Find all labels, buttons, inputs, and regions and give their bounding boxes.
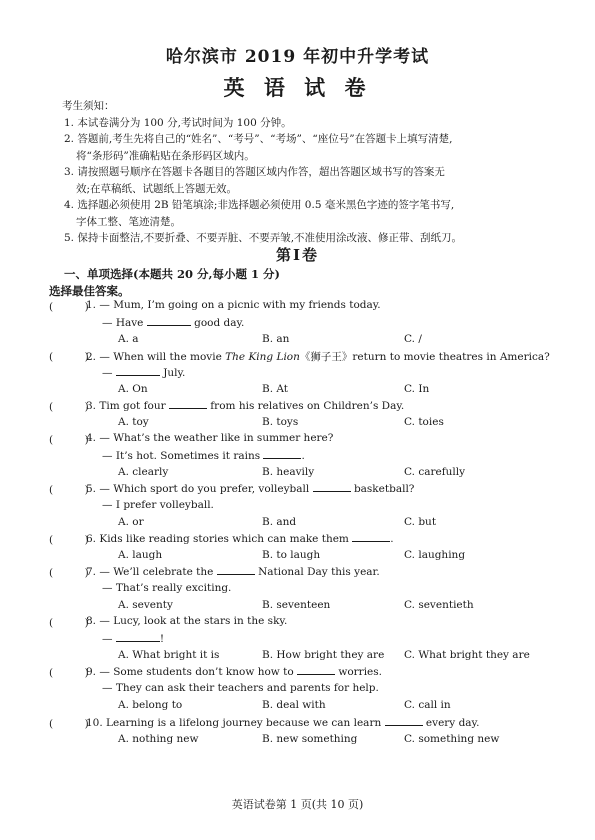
question-line2: — July.: [102, 367, 186, 379]
option-a: A. nothing new: [118, 733, 199, 745]
option-c: C. toies: [404, 416, 444, 428]
notice-item: 4. 选择题必须使用 2B 铅笔填涂;非选择题必须使用 0.5 毫米黑色字迹的签字笔书写,: [64, 199, 455, 211]
question-stem: 4. — What’s the weather like in summer here?: [86, 432, 334, 444]
part-title: 一、单项选择(本题共 20 分,每小题 1 分): [64, 267, 280, 281]
exam-subtitle: 英 语 试 卷: [223, 75, 372, 100]
option-b: B. deal with: [262, 699, 326, 711]
answer-blank: [116, 366, 160, 376]
option-b: B. toys: [262, 416, 299, 428]
notice-item-cont: 字体工整、笔迹清楚。: [76, 215, 181, 228]
answer-paren[interactable]: ( ): [49, 484, 89, 496]
answer-blank: [116, 632, 160, 642]
exam-title: 哈尔滨市 2019 年初中升学考试: [165, 47, 430, 67]
question-stem: 5. — Which sport do you prefer, volleyball basketball?: [86, 483, 415, 495]
question-stem: 2. — When will the movie The King Lion《狮子王》return to movie theatres in America?: [86, 351, 550, 363]
option-c: C. carefully: [404, 466, 466, 478]
option-c: C. something new: [404, 733, 500, 745]
option-a: A. What bright it is: [118, 649, 220, 661]
answer-paren[interactable]: ( ): [49, 351, 89, 363]
question-stem: 1. — Mum, I’m going on a picnic with my friends today.: [86, 299, 381, 311]
answer-paren[interactable]: ( ): [49, 567, 89, 579]
question-stem: 7. — We’ll celebrate the National Day this year.: [86, 566, 380, 578]
notice-item: 5. 保持卡面整洁,不要折叠、不要弄脏、不要弄皱,不准使用涂改液、修正带、刮纸刀。: [64, 232, 463, 244]
option-a: A. a: [118, 333, 139, 345]
question-line2: — It’s hot. Sometimes it rains .: [102, 450, 305, 462]
notice-heading: 考生须知：: [62, 100, 115, 112]
option-b: B. and: [262, 516, 297, 528]
option-c: C. but: [404, 516, 437, 528]
notice-item-cont: 效;在草稿纸、试题纸上答题无效。: [76, 182, 238, 195]
option-c: C. What bright they are: [404, 649, 530, 661]
question-stem: 6. Kids like reading stories which can make them .: [86, 533, 394, 545]
notice-item: 1. 本试卷满分为 100 分,考试时间为 100 分钟。: [64, 116, 292, 129]
option-b: B. to laugh: [262, 549, 321, 561]
notice-item: 2. 答题前,考生先将自己的“姓名”、“考号”、“考场”、“座位号”在答题卡上填写清楚,: [64, 133, 453, 145]
option-a: A. toy: [118, 416, 149, 428]
answer-blank: [263, 449, 301, 459]
option-c: C. In: [404, 383, 430, 395]
question-line2: — I prefer volleyball.: [102, 499, 214, 511]
question-stem: 8. — Lucy, look at the stars in the sky.: [86, 615, 288, 627]
question-stem: 10. Learning is a lifelong journey because we can learn every day.: [86, 717, 480, 729]
answer-blank: [217, 565, 255, 575]
answer-paren[interactable]: ( ): [49, 301, 89, 313]
option-b: B. How bright they are: [262, 649, 385, 661]
section-title: 第Ⅰ卷: [275, 246, 320, 264]
page-footer: 英语试卷第 1 页(共 10 页): [231, 798, 364, 811]
option-c: C. laughing: [404, 549, 466, 561]
part-instruction: 选择最佳答案。: [49, 284, 130, 298]
option-a: A. or: [118, 516, 144, 528]
option-a: A. clearly: [118, 466, 169, 478]
option-a: A. belong to: [118, 699, 183, 711]
answer-paren[interactable]: ( ): [49, 667, 89, 679]
option-c: C. /: [404, 333, 422, 345]
question-line2: — !: [102, 633, 165, 645]
option-a: A. seventy: [118, 599, 173, 611]
answer-blank: [352, 532, 390, 542]
answer-paren[interactable]: ( ): [49, 401, 89, 413]
option-c: C. seventieth: [404, 599, 474, 611]
question-stem: 3. Tim got four from his relatives on Children’s Day.: [86, 400, 405, 412]
option-b: B. new something: [262, 733, 358, 745]
answer-blank: [385, 716, 423, 726]
answer-paren[interactable]: ( ): [49, 617, 89, 629]
answer-paren[interactable]: ( ): [49, 718, 89, 730]
answer-blank: [147, 316, 191, 326]
option-b: B. heavily: [262, 466, 315, 478]
answer-blank: [313, 482, 351, 492]
notice-item: 3. 请按照题号顺序在答题卡各题目的答题区域内作答，超出答题区域书写的答案无: [64, 166, 445, 178]
option-b: B. an: [262, 333, 290, 345]
option-b: B. At: [262, 383, 289, 395]
option-b: B. seventeen: [262, 599, 331, 611]
answer-paren[interactable]: ( ): [49, 534, 89, 546]
question-line2: — That’s really exciting.: [102, 582, 232, 594]
answer-blank: [297, 665, 335, 675]
option-a: A. laugh: [118, 549, 163, 561]
answer-paren[interactable]: ( ): [49, 434, 89, 446]
option-c: C. call in: [404, 699, 451, 711]
candidate-notice: [64, 98, 574, 247]
question-stem: 9. — Some students don’t know how to worries.: [86, 666, 382, 678]
answer-blank: [169, 399, 207, 409]
option-a: A. On: [118, 383, 148, 395]
question-line2: — They can ask their teachers and parents for help.: [102, 682, 379, 694]
question-line2: — Have good day.: [102, 317, 245, 329]
notice-item-cont: 将“条形码”准确粘贴在条形码区域内。: [76, 149, 255, 162]
